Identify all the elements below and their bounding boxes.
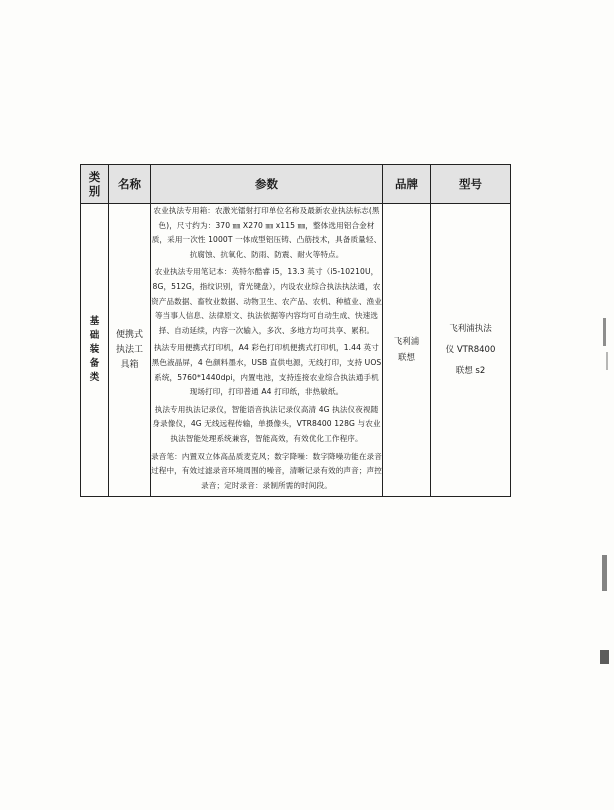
scan-artifact-mark	[600, 650, 609, 664]
param-laptop: 农业执法专用笔记本：英特尔酷睿 i5，13.3 英寸（i5-10210U，8G，512G，指纹识别，背光键盘），内设农业综合执法执法通，农资产品数据、畜牧业数据、动物卫生、农产品、农机、种植业、渔业等当事人信息、法律原文、执法依据等内容均可自动生成、快速选择、自动延续，内容一次输入，多次、多地方均可共享、累积。	[151, 267, 382, 335]
scan-artifact-mark	[603, 318, 606, 346]
cell-brand: 飞利浦 联想	[383, 204, 431, 497]
param-printer: 执法专用便携式打印机，A4 彩色打印机便携式打印机，1.44 英寸黑色液晶屏，4 色颜料墨水，USB 直供电源，无线打印，支持 UOS 系统，5760*1440dpi，内置电池，支持连接农业综合执法通手机现场打印，打印普通 A4 打印纸，非热敏纸。	[151, 343, 382, 397]
cell-model: 飞利浦执法 仪 VTR8400 联想 s2	[431, 204, 511, 497]
param-enforcement-case: 农业执法专用箱：农激光镭射打印单位名称及最新农业执法标志(黑色)，尺寸约为：370 ㎜ X270 ㎜ x115 ㎜，整体选用铝合金材质，采用一次性 1000T 一体成型铝压铸、凸筋技术，具备质量轻、抗腐蚀、抗氧化、防雨、防震、耐火等特点。	[151, 206, 382, 259]
scan-artifact-mark	[602, 555, 607, 591]
header-category: 类 别	[81, 165, 109, 204]
header-model: 型号	[431, 165, 511, 204]
cell-name: 便携式 执法工 具箱	[109, 204, 151, 497]
param-voice-recorder: 录音笔：内置双立体高品质麦克风；数字降噪：数字降噪功能在录音过程中，有效过滤录音环境周围的噪音，清晰记录有效的声音；声控录音；定时录音：录制所需的时间段。	[151, 451, 382, 490]
header-name: 名称	[109, 165, 151, 204]
equipment-spec-table	[80, 164, 511, 497]
table-row	[81, 204, 511, 497]
cell-category: 基 础 装 备 类	[81, 204, 109, 497]
scan-artifact-mark	[606, 352, 608, 370]
cell-params	[151, 204, 383, 497]
header-params: 参数	[151, 165, 383, 204]
header-brand: 品牌	[383, 165, 431, 204]
param-body-camera: 执法专用执法记录仪，智能语音执法记录仪高清 4G 执法仪夜视随身录像仪，4G 无线远程传输，单摄像头，VTR8400 128G 与农业执法智能处理系统兼容，智能高效，有效优化工作程序。	[152, 404, 381, 443]
table-header-row	[81, 165, 511, 204]
